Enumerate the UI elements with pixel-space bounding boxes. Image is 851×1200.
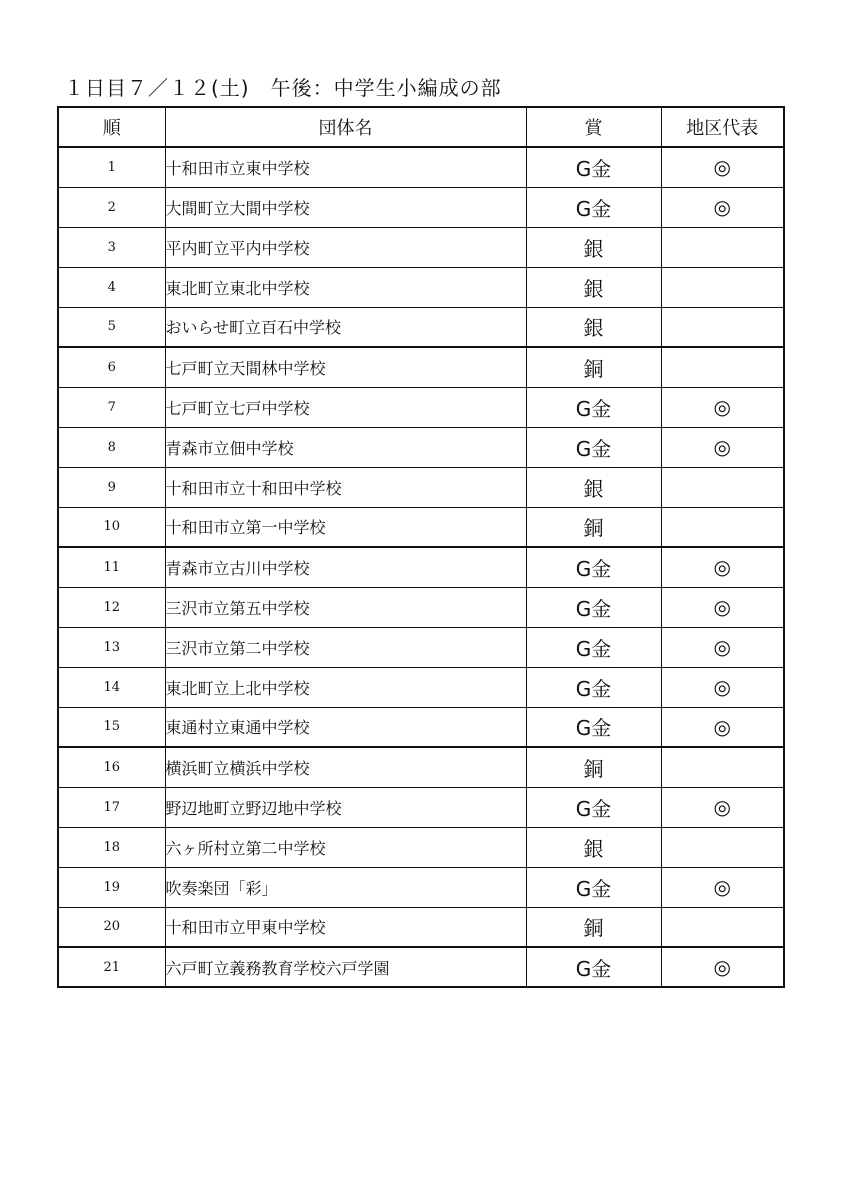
award: G金 [526,387,661,427]
page-title: １日目７／１２(土) 午後：中学生小編成の部 [64,76,502,100]
group-name: 十和田市立東中学校 [165,147,526,187]
award: 銀 [526,467,661,507]
table-row [58,387,784,427]
row-number: 3 [58,227,165,267]
row-number: 13 [58,627,165,667]
representative-mark [661,747,784,787]
table-row [58,667,784,707]
table-row [58,147,784,187]
representative-mark: ◎ [661,867,784,907]
table-row [58,907,784,947]
group-name: 六戸町立義務教育学校六戸学園 [165,947,526,987]
award: 銀 [526,267,661,307]
table-row [58,307,784,347]
row-number: 11 [58,547,165,587]
group-name: おいらせ町立百石中学校 [165,307,526,347]
award: 銀 [526,227,661,267]
representative-mark: ◎ [661,147,784,187]
table-row [58,507,784,547]
representative-mark [661,347,784,387]
row-number: 10 [58,507,165,547]
award: 銀 [526,827,661,867]
column-header-representative: 地区代表 [661,107,784,147]
award: G金 [526,587,661,627]
representative-mark: ◎ [661,667,784,707]
row-number: 1 [58,147,165,187]
group-name: 青森市立古川中学校 [165,547,526,587]
group-name: 野辺地町立野辺地中学校 [165,787,526,827]
award: G金 [526,627,661,667]
row-number: 17 [58,787,165,827]
column-header-award: 賞 [526,107,661,147]
representative-mark [661,907,784,947]
row-number: 21 [58,947,165,987]
representative-mark: ◎ [661,947,784,987]
table-body [58,147,784,987]
award: G金 [526,867,661,907]
group-name: 東通村立東通中学校 [165,707,526,747]
group-name: 平内町立平内中学校 [165,227,526,267]
award: G金 [526,147,661,187]
representative-mark [661,227,784,267]
representative-mark: ◎ [661,547,784,587]
representative-mark: ◎ [661,587,784,627]
row-number: 2 [58,187,165,227]
row-number: 14 [58,667,165,707]
table-row [58,947,784,987]
group-name: 東北町立上北中学校 [165,667,526,707]
representative-mark [661,467,784,507]
table-row [58,227,784,267]
representative-mark: ◎ [661,187,784,227]
group-name: 三沢市立第二中学校 [165,627,526,667]
award: 銅 [526,347,661,387]
representative-mark: ◎ [661,707,784,747]
award: G金 [526,787,661,827]
group-name: 青森市立佃中学校 [165,427,526,467]
group-name: 三沢市立第五中学校 [165,587,526,627]
table-row [58,267,784,307]
award: G金 [526,707,661,747]
representative-mark: ◎ [661,427,784,467]
award: G金 [526,187,661,227]
representative-mark [661,507,784,547]
table-row [58,867,784,907]
table-row [58,787,784,827]
representative-mark [661,827,784,867]
row-number: 7 [58,387,165,427]
representative-mark [661,267,784,307]
table-row [58,707,784,747]
row-number: 12 [58,587,165,627]
representative-mark: ◎ [661,387,784,427]
row-number: 18 [58,827,165,867]
group-name: 東北町立東北中学校 [165,267,526,307]
group-name: 六ヶ所村立第二中学校 [165,827,526,867]
row-number: 8 [58,427,165,467]
row-number: 4 [58,267,165,307]
group-name: 七戸町立七戸中学校 [165,387,526,427]
group-name: 七戸町立天間林中学校 [165,347,526,387]
row-number: 16 [58,747,165,787]
results-table [57,106,785,988]
table-row [58,627,784,667]
row-number: 19 [58,867,165,907]
group-name: 十和田市立十和田中学校 [165,467,526,507]
group-name: 横浜町立横浜中学校 [165,747,526,787]
table-row [58,427,784,467]
column-header-number: 順 [58,107,165,147]
table-row [58,347,784,387]
representative-mark [661,307,784,347]
group-name: 十和田市立第一中学校 [165,507,526,547]
table-header-row [58,107,784,147]
column-header-group-name: 団体名 [165,107,526,147]
table-row [58,587,784,627]
group-name: 吹奏楽団「彩」 [165,867,526,907]
table-row [58,187,784,227]
row-number: 15 [58,707,165,747]
award: 銅 [526,747,661,787]
table-row [58,547,784,587]
table-row [58,827,784,867]
row-number: 20 [58,907,165,947]
group-name: 十和田市立甲東中学校 [165,907,526,947]
award: 銅 [526,507,661,547]
award: G金 [526,547,661,587]
representative-mark: ◎ [661,787,784,827]
representative-mark: ◎ [661,627,784,667]
award: 銅 [526,907,661,947]
group-name: 大間町立大間中学校 [165,187,526,227]
table-row [58,467,784,507]
row-number: 5 [58,307,165,347]
table-row [58,747,784,787]
row-number: 6 [58,347,165,387]
award: G金 [526,667,661,707]
award: G金 [526,947,661,987]
award: 銀 [526,307,661,347]
row-number: 9 [58,467,165,507]
award: G金 [526,427,661,467]
